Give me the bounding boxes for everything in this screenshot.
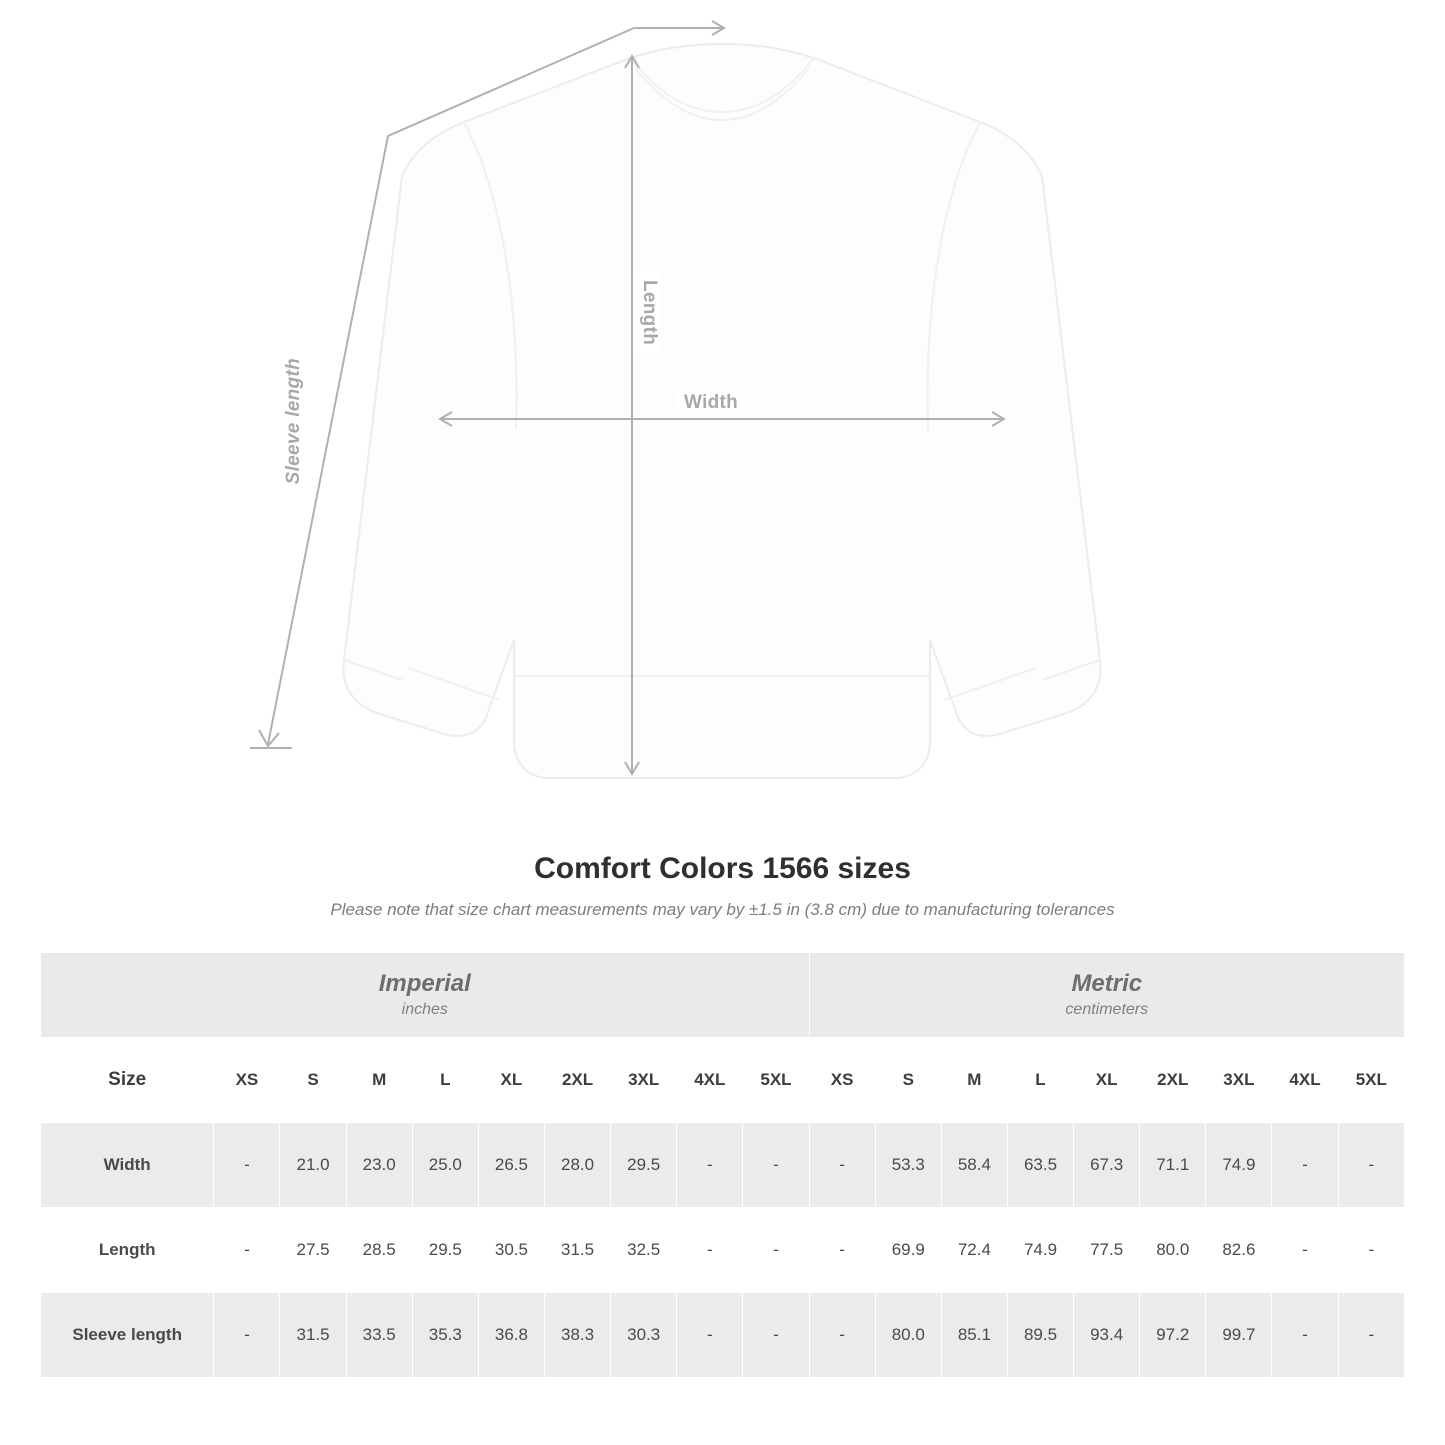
- cell-length-metric-m: 72.4: [941, 1208, 1007, 1293]
- cell-width-imperial-2xl: 28.0: [544, 1123, 610, 1208]
- cell-sleeve-metric-5xl: -: [1338, 1293, 1404, 1378]
- size-col-metric-3xl: 3XL: [1206, 1038, 1272, 1123]
- units-header-row: [41, 953, 1405, 1038]
- cell-length-imperial-s: 27.5: [280, 1208, 346, 1293]
- page-title: Comfort Colors 1566 sizes: [534, 852, 911, 885]
- cell-width-metric-xl: 67.3: [1074, 1123, 1140, 1208]
- cell-length-imperial-xl: 30.5: [478, 1208, 544, 1293]
- cell-length-metric-xs: -: [809, 1208, 875, 1293]
- cell-sleeve-imperial-xs: -: [214, 1293, 280, 1378]
- cell-length-imperial-2xl: 31.5: [544, 1208, 610, 1293]
- size-col-imperial-s: S: [280, 1038, 346, 1123]
- table-row: [41, 1123, 1405, 1208]
- size-col-imperial-3xl: 3XL: [611, 1038, 677, 1123]
- cell-width-metric-m: 58.4: [941, 1123, 1007, 1208]
- size-header-cell: Size: [41, 1038, 214, 1123]
- cell-length-imperial-xs: -: [214, 1208, 280, 1293]
- cell-sleeve-imperial-m: 33.5: [346, 1293, 412, 1378]
- cell-length-imperial-3xl: 32.5: [611, 1208, 677, 1293]
- cell-width-imperial-5xl: -: [743, 1123, 809, 1208]
- cell-width-imperial-3xl: 29.5: [611, 1123, 677, 1208]
- cell-sleeve-imperial-3xl: 30.3: [611, 1293, 677, 1378]
- metric-unit-name: Metric: [1071, 969, 1143, 997]
- size-col-metric-m: M: [941, 1038, 1007, 1123]
- size-col-imperial-2xl: 2XL: [544, 1038, 610, 1123]
- cell-sleeve-metric-xs: -: [809, 1293, 875, 1378]
- size-col-metric-5xl: 5XL: [1338, 1038, 1404, 1123]
- cell-sleeve-metric-l: 89.5: [1007, 1293, 1073, 1378]
- cell-sleeve-imperial-5xl: -: [743, 1293, 809, 1378]
- cell-length-imperial-5xl: -: [743, 1208, 809, 1293]
- cell-length-imperial-l: 29.5: [412, 1208, 478, 1293]
- cell-sleeve-metric-xl: 93.4: [1074, 1293, 1140, 1378]
- cell-length-metric-4xl: -: [1272, 1208, 1338, 1293]
- cell-length-metric-3xl: 82.6: [1206, 1208, 1272, 1293]
- row-label-width: Width: [41, 1123, 214, 1208]
- width-dimension-label: Width: [676, 392, 746, 414]
- sleeve-length-dimension-label: Sleeve length: [283, 352, 305, 490]
- cell-sleeve-metric-m: 85.1: [941, 1293, 1007, 1378]
- cell-width-imperial-m: 23.0: [346, 1123, 412, 1208]
- title-block: [0, 852, 1445, 920]
- cell-width-imperial-4xl: -: [677, 1123, 743, 1208]
- tolerance-note: Please note that size chart measurements may vary by ±1.5 in (3.8 cm) due to manufacturing tolerances: [330, 900, 1115, 919]
- cell-width-imperial-xl: 26.5: [478, 1123, 544, 1208]
- length-dimension-label: Length: [638, 272, 660, 353]
- cell-sleeve-imperial-2xl: 38.3: [544, 1293, 610, 1378]
- size-col-imperial-xl: XL: [478, 1038, 544, 1123]
- cell-sleeve-imperial-4xl: -: [677, 1293, 743, 1378]
- cell-sleeve-metric-3xl: 99.7: [1206, 1293, 1272, 1378]
- row-label-length: Length: [41, 1208, 214, 1293]
- cell-sleeve-metric-2xl: 97.2: [1140, 1293, 1206, 1378]
- cell-width-metric-s: 53.3: [875, 1123, 941, 1208]
- cell-width-imperial-l: 25.0: [412, 1123, 478, 1208]
- cell-sleeve-imperial-xl: 36.8: [478, 1293, 544, 1378]
- cell-length-imperial-4xl: -: [677, 1208, 743, 1293]
- cell-width-imperial-s: 21.0: [280, 1123, 346, 1208]
- metric-unit-header: [809, 953, 1404, 1038]
- cell-width-imperial-xs: -: [214, 1123, 280, 1208]
- size-header-row: [41, 1038, 1405, 1123]
- row-label-sleeve-length: Sleeve length: [41, 1293, 214, 1378]
- table-row: [41, 1208, 1405, 1293]
- cell-length-metric-2xl: 80.0: [1140, 1208, 1206, 1293]
- cell-width-metric-3xl: 74.9: [1206, 1123, 1272, 1208]
- metric-unit-sub: centimeters: [1065, 1000, 1149, 1018]
- size-col-metric-l: L: [1007, 1038, 1073, 1123]
- size-col-imperial-m: M: [346, 1038, 412, 1123]
- size-table-wrapper: [40, 952, 1405, 1378]
- size-col-metric-xs: XS: [809, 1038, 875, 1123]
- cell-sleeve-imperial-l: 35.3: [412, 1293, 478, 1378]
- cell-length-imperial-m: 28.5: [346, 1208, 412, 1293]
- cell-width-metric-5xl: -: [1338, 1123, 1404, 1208]
- size-table: [40, 952, 1405, 1378]
- cell-width-metric-4xl: -: [1272, 1123, 1338, 1208]
- cell-length-metric-5xl: -: [1338, 1208, 1404, 1293]
- cell-width-metric-l: 63.5: [1007, 1123, 1073, 1208]
- table-row: [41, 1293, 1405, 1378]
- size-col-imperial-l: L: [412, 1038, 478, 1123]
- cell-width-metric-2xl: 71.1: [1140, 1123, 1206, 1208]
- size-col-imperial-4xl: 4XL: [677, 1038, 743, 1123]
- size-col-metric-xl: XL: [1074, 1038, 1140, 1123]
- cell-length-metric-s: 69.9: [875, 1208, 941, 1293]
- imperial-unit-sub: inches: [401, 1000, 448, 1018]
- size-col-imperial-5xl: 5XL: [743, 1038, 809, 1123]
- size-col-metric-s: S: [875, 1038, 941, 1123]
- cell-sleeve-metric-4xl: -: [1272, 1293, 1338, 1378]
- size-col-imperial-xs: XS: [214, 1038, 280, 1123]
- imperial-unit-name: Imperial: [378, 969, 471, 997]
- cell-sleeve-metric-s: 80.0: [875, 1293, 941, 1378]
- cell-length-metric-xl: 77.5: [1074, 1208, 1140, 1293]
- cell-width-metric-xs: -: [809, 1123, 875, 1208]
- cell-length-metric-l: 74.9: [1007, 1208, 1073, 1293]
- cell-sleeve-imperial-s: 31.5: [280, 1293, 346, 1378]
- size-col-metric-2xl: 2XL: [1140, 1038, 1206, 1123]
- size-col-metric-4xl: 4XL: [1272, 1038, 1338, 1123]
- imperial-unit-header: [41, 953, 810, 1038]
